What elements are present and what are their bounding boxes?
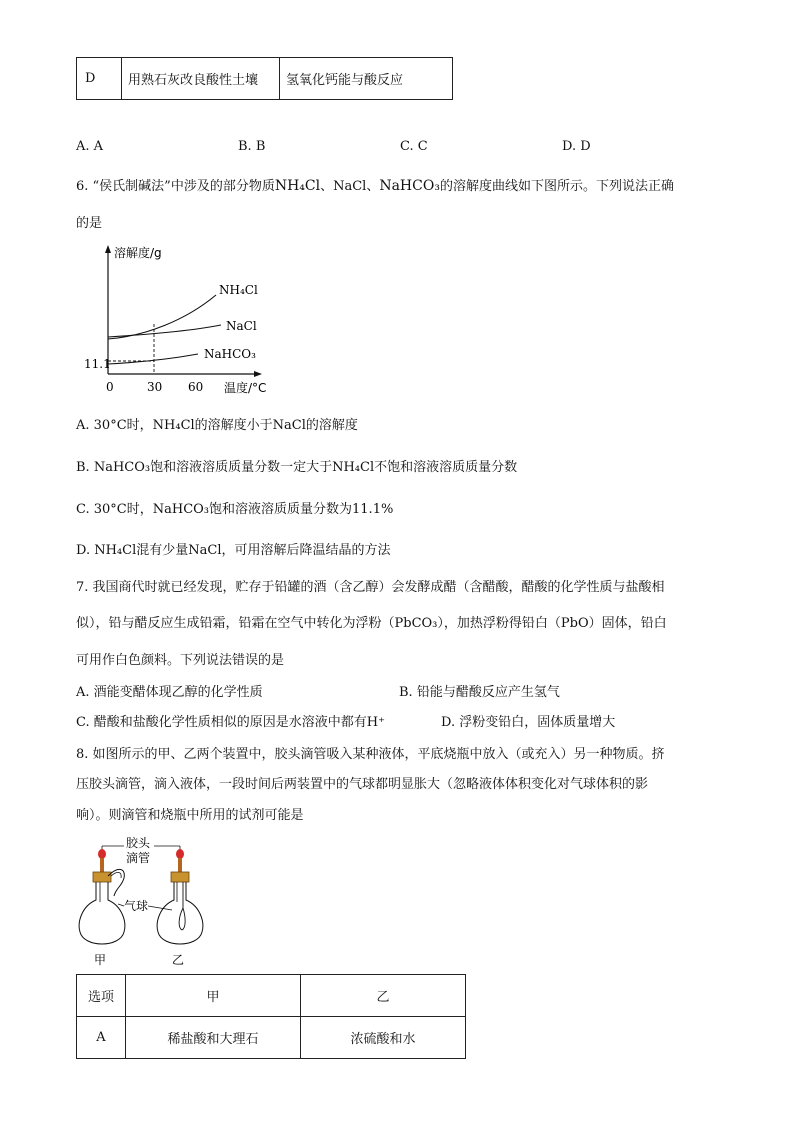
table-cell-yi: 浓硫酸和水 <box>301 1017 466 1059</box>
label-balloon: 气球 <box>124 899 149 913</box>
q6-option-c: C. 30°C时，NaHCO₃饱和溶液溶质质量分数为11.1% <box>76 502 394 517</box>
q6-option-d: D. NH₄Cl混有少量NaCl，可用溶解后降温结晶的方法 <box>76 543 391 558</box>
curve-label-nh4cl: NH₄Cl <box>219 283 258 297</box>
q6-stem-line-1: 6. “侯氏制碱法”中涉及的部分物质NH₄Cl、NaCl、NaHCO₃的溶解度曲线如下图所示。下列说法正确 <box>76 178 674 194</box>
q5-answer-table <box>76 57 453 100</box>
formula-nh4cl: NH₄Cl <box>274 178 321 194</box>
q6-stem-line-2: 的是 <box>76 216 103 231</box>
x-tick-60: 60 <box>188 380 204 394</box>
table-header-yi: 乙 <box>301 975 466 1017</box>
table-cell-option: A <box>77 1017 126 1059</box>
q6-option-a: A. 30°C时，NH₄Cl的溶解度小于NaCl的溶解度 <box>76 418 358 433</box>
q8-stem-line-3: 响）。则滴管和烧瓶中所用的试剂可能是 <box>76 808 304 823</box>
x-tick-0: 0 <box>106 380 114 394</box>
label-yi: 乙 <box>172 953 185 967</box>
table-cell-option: D <box>77 58 122 100</box>
q8-stem-line-2: 压胶头滴管，滴入液体，一段时间后两装置中的气球都明显胀大（忽略液体体积变化对气球体积的影 <box>76 777 649 792</box>
q5-option-b: B. B <box>238 139 266 154</box>
label-jia: 甲 <box>94 953 107 967</box>
q8-options-table <box>76 974 466 1059</box>
table-cell-method: 用熟石灰改良酸性土壤 <box>122 58 280 100</box>
nahco3-curve <box>108 354 198 364</box>
table-cell-jia: 稀盐酸和大理石 <box>126 1017 301 1059</box>
q5-option-c: C. C <box>400 139 428 154</box>
table-header-option: 选项 <box>77 975 126 1017</box>
curve-label-nahco3: NaHCO₃ <box>204 347 256 361</box>
q7-stem-line-3: 可用作白色颜料。下列说法错误的是 <box>76 653 285 668</box>
table-header-row <box>77 975 466 1017</box>
q6-option-b: B. NaHCO₃饱和溶液溶质质量分数一定大于NH₄Cl不饱和溶液溶质质量分数 <box>76 460 518 475</box>
label-dropper-2: 滴管 <box>126 851 151 865</box>
q7-stem-line-2: 似），铅与醋反应生成铅霜，铅霜在空气中转化为浮粉（PbCO₃），加热浮粉得铅白（PbO）固体，铅白 <box>76 616 667 631</box>
q5-option-d: D. D <box>562 139 591 154</box>
q7-option-d: D. 浮粉变铅白，固体质量增大 <box>441 715 616 730</box>
flask-yi <box>157 849 203 944</box>
y-axis-label: 溶解度/g <box>114 246 162 260</box>
y-tick-11-1: 11.1 <box>84 357 111 371</box>
q7-stem-line-1: 7. 我国商代时就已经发现，贮存于铅罐的酒（含乙醇）会发酵成醋（含醋酸，醋酸的化学性质与盐酸相 <box>76 580 665 595</box>
x-tick-30: 30 <box>147 380 163 394</box>
label-balloon-line-right <box>148 906 172 910</box>
q7-option-a: A. 酒能变醋体现乙醇的化学性质 <box>76 685 263 700</box>
label-dropper-1: 胶头 <box>126 836 151 850</box>
table-header-jia: 甲 <box>126 975 301 1017</box>
q7-option-c: C. 醋酸和盐酸化学性质相似的原因是水溶液中都有H⁺ <box>76 715 385 730</box>
flask-jia <box>79 849 125 944</box>
x-axis-label: 温度/°C <box>224 381 267 395</box>
apparatus-figure <box>74 832 214 970</box>
q7-option-b: B. 铅能与醋酸反应产生氢气 <box>399 685 560 700</box>
q5-option-a: A. A <box>76 139 104 154</box>
x-axis-arrow <box>254 371 262 377</box>
solubility-graph <box>76 240 286 400</box>
y-axis-arrow <box>105 245 111 253</box>
nacl-curve <box>108 325 221 337</box>
table-cell-reason: 氢氧化钙能与酸反应 <box>280 58 453 100</box>
formula-nahco3: NaHCO₃ <box>379 178 440 194</box>
table-row <box>77 58 453 100</box>
curve-label-nacl: NaCl <box>226 319 257 333</box>
table-row <box>77 1017 466 1059</box>
q8-stem-line-1: 8. 如图所示的甲、乙两个装置中，胶头滴管吸入某种液体，平底烧瓶中放入（或充入）另一种物质。挤 <box>76 747 665 762</box>
